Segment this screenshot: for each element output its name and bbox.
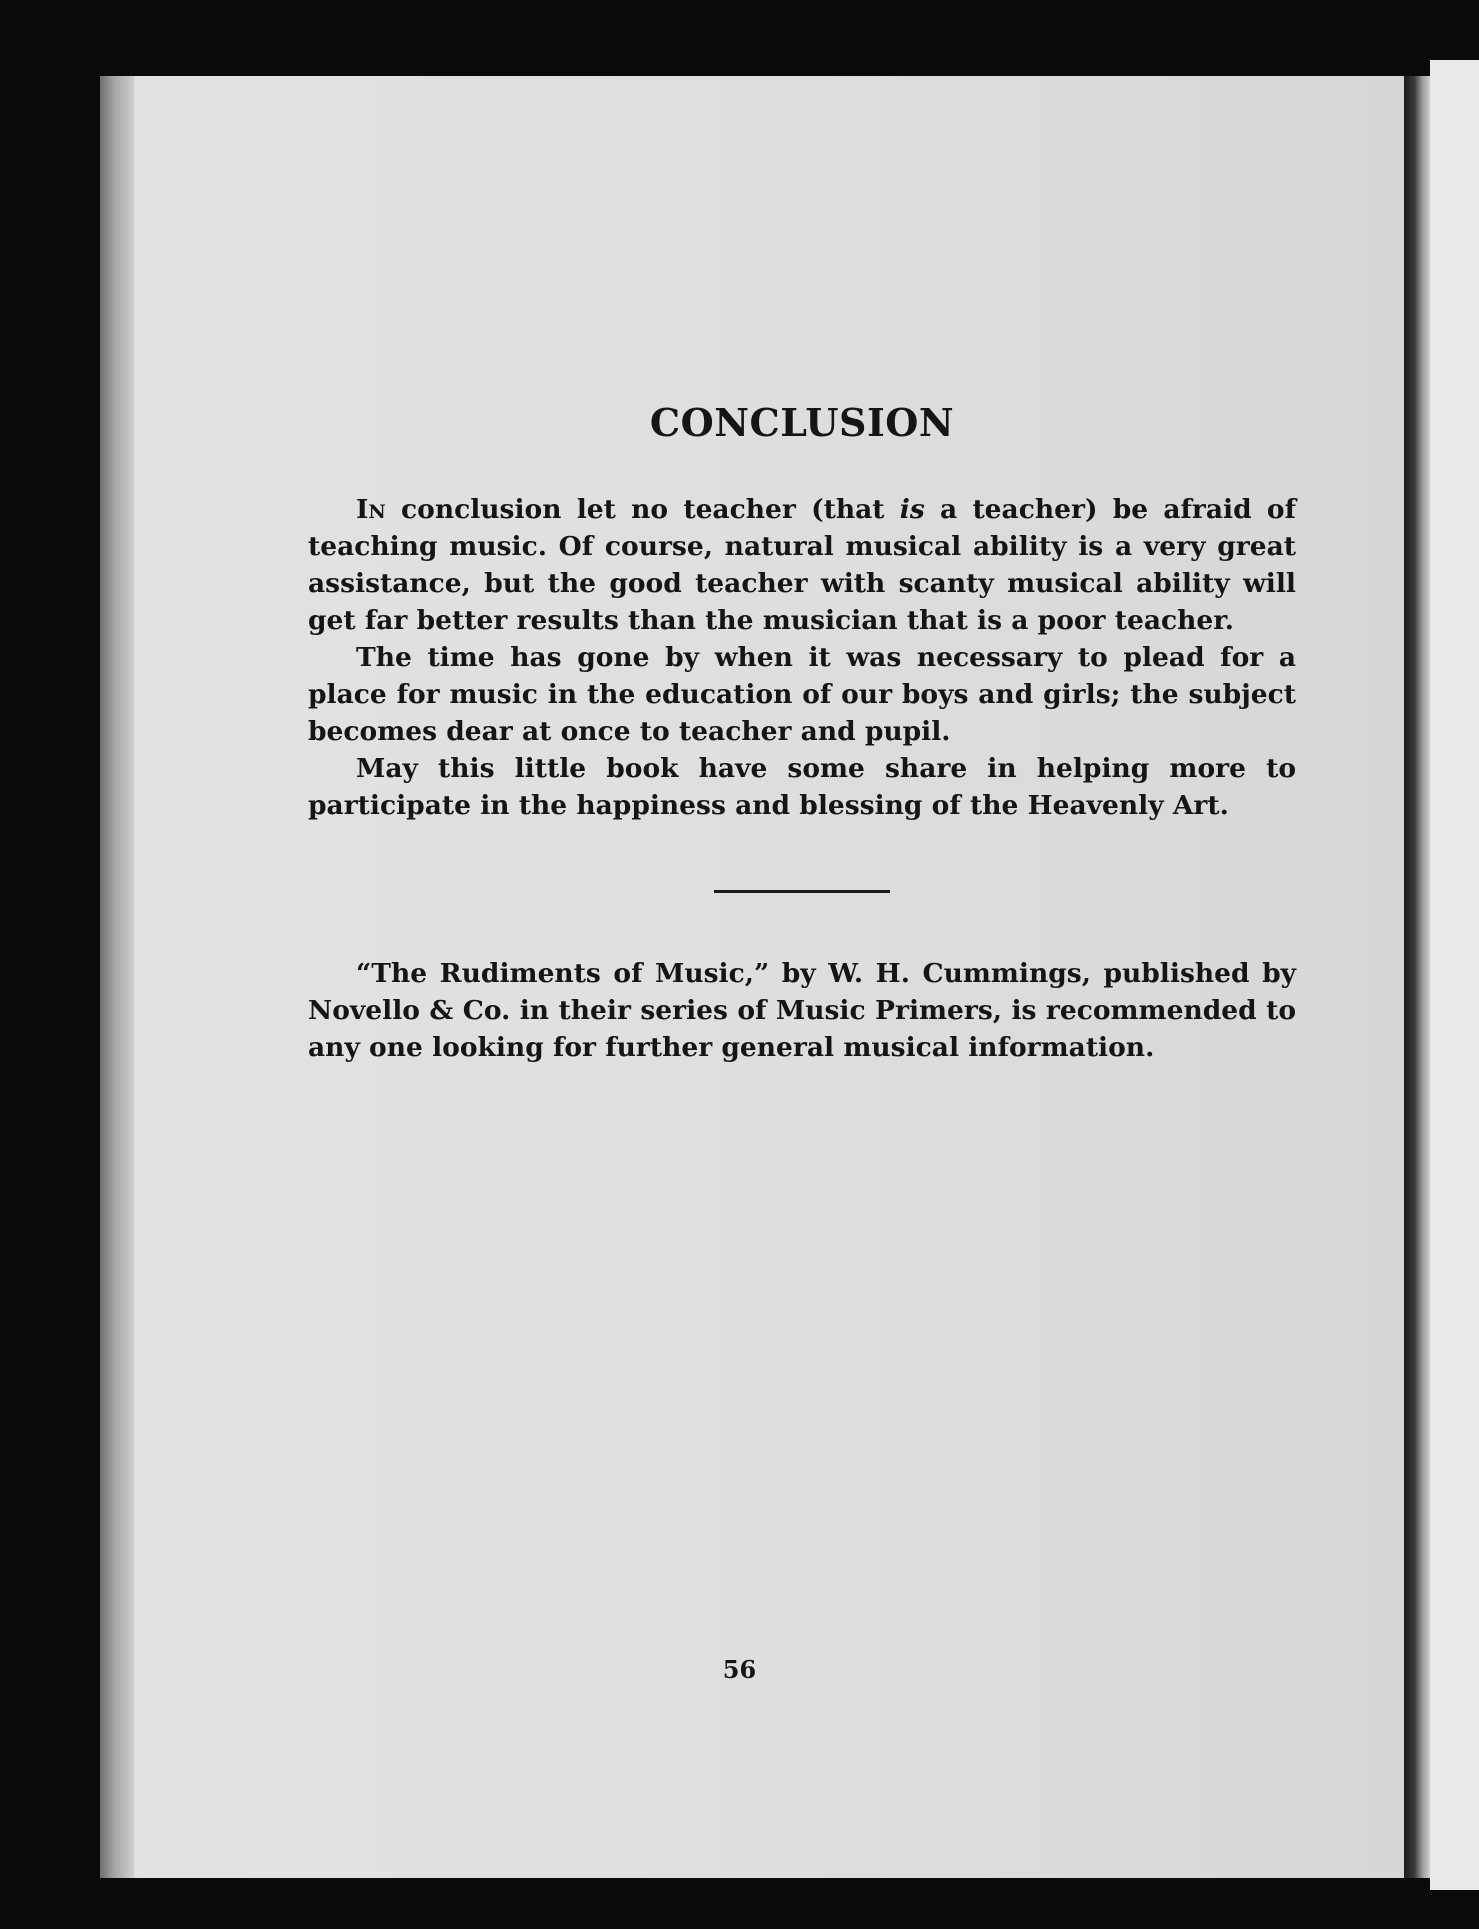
section-divider <box>714 890 890 893</box>
paragraph-1-text-b: a teacher) be afraid of teaching music. Of course, natural musical ability is a very great assistance, but the good teacher with scanty musical ability will get far better results than the musician that is a poor teacher. <box>308 494 1296 636</box>
book-gutter <box>1404 76 1430 1878</box>
reference-note: “The Rudiments of Music,” by W. H. Cummings, published by Novello & Co. in their series of Music Primers, is recommended to any one looking for further general musical information. <box>308 958 1296 1063</box>
page-content <box>308 400 1296 1066</box>
conclusion-body <box>308 491 1296 824</box>
paragraph-1-text-a: conclusion let no teacher (that <box>385 494 900 525</box>
paragraph-1 <box>308 491 1296 639</box>
paragraph-2: The time has gone by when it was necessary to plead for a place for music in the education of our boys and girls; the subject becomes dear at once to teacher and pupil. <box>308 642 1296 747</box>
emphasis-word: is <box>899 494 925 525</box>
page-left-edge <box>100 76 134 1878</box>
paragraph-lead-word: In <box>356 494 386 525</box>
facing-page-edge <box>1430 60 1479 1890</box>
paragraph-3: May this little book have some share in helping more to participate in the happiness and blessing of the Heavenly Art. <box>308 753 1296 821</box>
page-number: 56 <box>722 1655 757 1684</box>
chapter-heading: CONCLUSION <box>649 400 955 445</box>
